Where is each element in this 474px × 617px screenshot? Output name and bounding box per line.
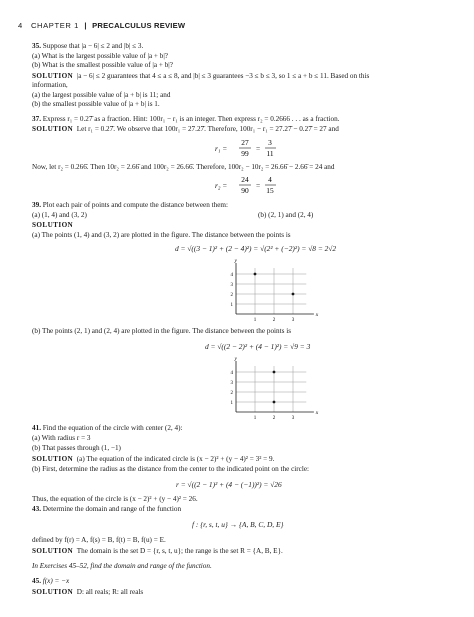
r2-denominator-1: 90 xyxy=(241,186,249,195)
r2-equals: = xyxy=(256,181,261,190)
problem-39-distance-b: d = √((2 − 2)² + (4 − 1)²) = √9 = 3 xyxy=(205,342,311,351)
problem-43-definition: defined by f(r) = A, f(s) = B, f(t) = B, f(u) = E. xyxy=(32,536,166,544)
problem-41-radius: r = √((2 − 1)² + (4 − (−1))²) = √26 xyxy=(176,480,282,489)
problem-35-part-a: (a) What is the largest possible value of |a + b|? xyxy=(32,52,169,60)
r2-fraction-equation xyxy=(215,172,295,198)
problem-39-answer-a-text: (a) The points (1, 4) and (3, 2) are plotted in the figure. The distance between the points is xyxy=(32,231,291,239)
r1-denominator-1: 99 xyxy=(241,149,249,158)
chapter-label: CHAPTER 1 xyxy=(30,21,79,30)
y-tick-label: 3 xyxy=(230,282,233,288)
problem-37-solution: SOLUTION Let r₁ = 0.27̄. We observe that 100r₁ = 27.27̄. Therefore, 100r₁ − r₁ = 27.27̄ − 0.27̄ = 27 and xyxy=(32,125,339,133)
problem-43-function: f : {r, s, t, u} → {A, B, C, D, E} xyxy=(192,520,284,529)
y-tick-label: 4 xyxy=(230,272,233,278)
r1-lhs: r₁ = xyxy=(215,144,228,153)
problem-45-stem: 45. f(x) = −x xyxy=(32,577,70,585)
page-number: 4 xyxy=(18,21,23,30)
x-tick-label: 1 xyxy=(253,318,257,323)
data-point xyxy=(273,401,276,404)
problem-39-distance-a: d = √((3 − 1)² + (2 − 4)²) = √(2² + (−2)²) = √8 = 2√2 xyxy=(175,244,337,253)
y-tick-label: 4 xyxy=(230,370,233,376)
r1-fraction-equation xyxy=(215,135,295,161)
problem-35-solution-cont: information, xyxy=(32,81,68,89)
r2-lhs: r₂ = xyxy=(215,181,228,190)
r2-numerator-1: 24 xyxy=(241,175,249,184)
problem-39-solution-label: SOLUTION xyxy=(32,221,74,229)
y-tick-label: 2 xyxy=(230,292,233,298)
problem-39-part-b: (b) (2, 1) and (2, 4) xyxy=(258,211,314,219)
x-tick-label: 1 xyxy=(253,416,257,421)
r1-equals: = xyxy=(256,144,261,153)
header-separator: | xyxy=(84,21,87,30)
problem-41-conclusion: Thus, the equation of the circle is (x − 2)² + (y − 4)² = 26. xyxy=(32,495,198,503)
data-point xyxy=(254,273,257,276)
problem-41-stem: 41. Find the equation of the circle with center (2, 4): xyxy=(32,424,183,432)
r1-numerator-2: 3 xyxy=(268,138,272,147)
r2-denominator-2: 15 xyxy=(266,186,274,195)
problem-43-stem: 43. Determine the domain and range of the function xyxy=(32,505,182,513)
y-tick-label: 1 xyxy=(230,400,233,406)
problem-35-answer-b: (b) the smallest possible value of |a + b| is 1. xyxy=(32,100,160,108)
problem-37-solution-cont: Now, let r₂ = 0.266̄. Then 10r₂ = 2.66̄ and 100r₂ = 26.66̄. Therefore, 100r₂ − 10r₂ = 26.66̄ − 2.66̄ = 24 and xyxy=(32,163,335,171)
problem-35-answer-a: (a) the largest possible value of |a + b| is 11; and xyxy=(32,91,171,99)
r1-numerator-1: 27 xyxy=(241,138,249,147)
problem-43-solution: SOLUTION The domain is the set D = {r, s, t, u}; the range is the set R = {A, B, E}. xyxy=(32,547,283,555)
running-header xyxy=(18,22,185,30)
x-axis-label: x xyxy=(315,410,319,416)
data-point xyxy=(273,371,276,374)
graph-a xyxy=(222,258,318,324)
problem-41-part-a: (a) With radius r = 3 xyxy=(32,434,91,442)
y-tick-label: 2 xyxy=(230,390,233,396)
problem-35-part-b: (b) What is the smallest possible value of |a + b|? xyxy=(32,61,173,69)
problem-41-part-b: (b) That passes through (1, −1) xyxy=(32,444,121,452)
r2-numerator-2: 4 xyxy=(268,175,272,184)
chapter-title: PRECALCULUS REVIEW xyxy=(92,21,186,30)
problem-39-part-a: (a) (1, 4) and (3, 2) xyxy=(32,211,87,219)
problem-39-stem: 39. Plot each pair of points and compute the distance between them: xyxy=(32,201,229,209)
problem-37-stem: 37. Express r₁ = 0.27̄ as a fraction. Hint: 100r₁ − r₁ is an integer. Then express r₂ = 0.2666 . . . as a fraction. xyxy=(32,115,340,123)
x-tick-label: 2 xyxy=(272,416,276,421)
x-axis-label: x xyxy=(315,312,319,318)
r1-denominator-2: 11 xyxy=(266,149,274,158)
data-point xyxy=(292,293,295,296)
y-axis-label: y xyxy=(234,356,237,362)
problem-35-stem: 35. Suppose that |a − 6| ≤ 2 and |b| ≤ 3. xyxy=(32,42,144,50)
problem-41-solution-b: (b) First, determine the radius as the distance from the center to the indicated point on the circle: xyxy=(32,465,310,473)
problem-41-solution: SOLUTION (a) The equation of the indicated circle is (x − 2)² + (y − 4)² = 3² = 9. xyxy=(32,455,275,463)
exercises-instruction: In Exercises 45–52, find the domain and range of the function. xyxy=(32,562,212,570)
y-axis-label: y xyxy=(234,258,237,264)
x-tick-label: 3 xyxy=(291,416,295,421)
problem-39-answer-b-text: (b) The points (2, 1) and (2, 4) are plotted in the figure. The distance between the points is xyxy=(32,327,292,335)
y-tick-label: 1 xyxy=(230,302,233,308)
problem-35-solution: SOLUTION |a − 6| ≤ 2 guarantees that 4 ≤ a ≤ 8, and |b| ≤ 3 guarantees −3 ≤ b ≤ 3, so 1 ≤ a + b ≤ 11. Based on this xyxy=(32,72,370,80)
graph-b xyxy=(222,356,318,422)
x-tick-label: 3 xyxy=(291,318,295,323)
problem-45-solution: SOLUTION D: all reals; R: all reals xyxy=(32,588,144,596)
x-tick-label: 2 xyxy=(272,318,276,323)
y-tick-label: 3 xyxy=(230,380,233,386)
